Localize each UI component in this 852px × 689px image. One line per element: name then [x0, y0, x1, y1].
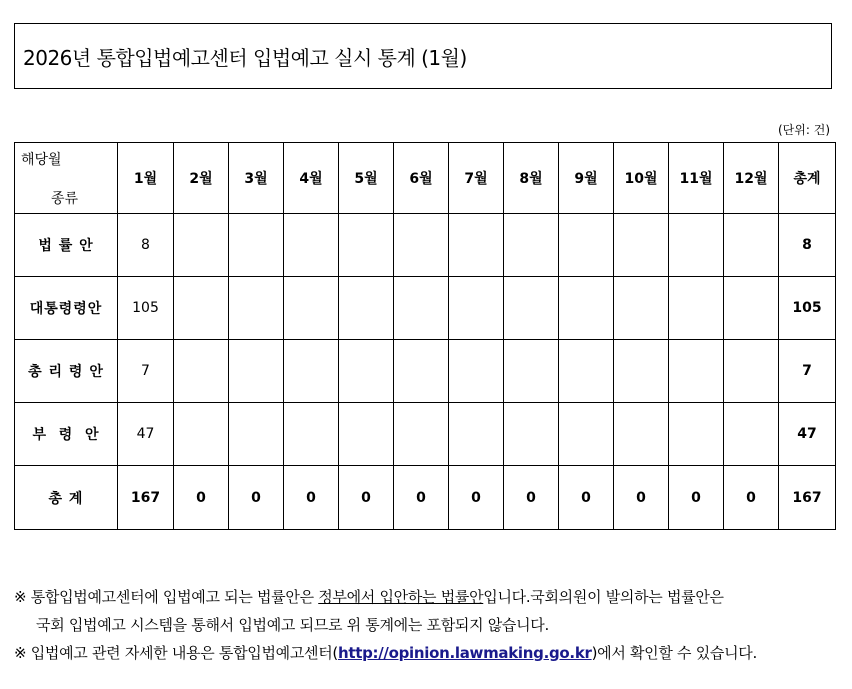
table-row-ministerial	[15, 403, 836, 466]
cell-empty	[229, 340, 284, 403]
cell-empty	[284, 277, 339, 340]
cell-empty	[724, 214, 779, 277]
statistics-table	[14, 142, 836, 530]
header-month-7: 7월	[449, 143, 504, 214]
cell-bills-jan: 8	[118, 214, 174, 277]
footnote-2-text-a: ※ 입법예고 관련 자세한 내용은 통합입법예고센터(	[14, 644, 338, 662]
cell-empty	[724, 340, 779, 403]
corner-month-label: 해당월	[21, 152, 62, 168]
header-month-8: 8월	[504, 143, 559, 214]
cell-empty	[284, 403, 339, 466]
unit-label: (단위: 건)	[778, 123, 830, 137]
cell-empty	[394, 214, 449, 277]
footnote-1	[14, 583, 844, 611]
cell-empty	[174, 214, 229, 277]
row-label-prime-minister: 총 리 령 안	[15, 340, 118, 403]
cell-empty	[504, 214, 559, 277]
table-row-total	[15, 466, 836, 530]
cell-ministerial-jan: 47	[118, 403, 174, 466]
table-header-row	[15, 143, 836, 214]
header-month-3: 3월	[229, 143, 284, 214]
page-title	[14, 23, 832, 89]
cell-empty	[394, 277, 449, 340]
cell-empty	[669, 214, 724, 277]
corner-header-cell	[15, 143, 118, 214]
cell-empty	[394, 340, 449, 403]
cell-empty	[449, 277, 504, 340]
row-label-ministerial: 부 령 안	[15, 403, 118, 466]
cell-empty	[724, 403, 779, 466]
header-month-10: 10월	[614, 143, 669, 214]
cell-empty	[174, 277, 229, 340]
lawmaking-link[interactable]: http://opinion.lawmaking.go.kr	[337, 644, 592, 662]
cell-empty	[229, 214, 284, 277]
cell-total-month-4: 0	[284, 466, 339, 530]
cell-empty	[669, 340, 724, 403]
header-month-6: 6월	[394, 143, 449, 214]
header-month-5: 5월	[339, 143, 394, 214]
cell-total-month-3: 0	[229, 466, 284, 530]
cell-prime-minister-total: 7	[779, 340, 836, 403]
cell-total-month-2: 0	[174, 466, 229, 530]
cell-empty	[174, 403, 229, 466]
footnote-1-text-b: 입니다.국회의원이 발의하는 법률안은	[483, 588, 724, 606]
cell-empty	[669, 403, 724, 466]
cell-prime-minister-jan: 7	[118, 340, 174, 403]
cell-empty	[174, 340, 229, 403]
cell-empty	[449, 214, 504, 277]
header-total: 총계	[779, 143, 836, 214]
header-month-9: 9월	[559, 143, 614, 214]
footnote-2	[14, 639, 844, 667]
page-title-text: 2026년 통합입법예고센터 입법예고 실시 통계 (1월)	[23, 45, 467, 70]
table-row-bills	[15, 214, 836, 277]
cell-empty	[449, 403, 504, 466]
cell-empty	[229, 403, 284, 466]
cell-total-month-7: 0	[449, 466, 504, 530]
cell-empty	[614, 340, 669, 403]
cell-empty	[724, 277, 779, 340]
cell-empty	[504, 403, 559, 466]
cell-empty	[504, 277, 559, 340]
cell-empty	[559, 214, 614, 277]
cell-total-month-12: 0	[724, 466, 779, 530]
header-month-11: 11월	[669, 143, 724, 214]
corner-type-label: 종류	[51, 191, 79, 207]
row-label-bills: 법 률 안	[15, 214, 118, 277]
cell-empty	[339, 403, 394, 466]
footnote-1-text-a: ※ 통합입법예고센터에 입법예고 되는 법률안은	[14, 588, 319, 606]
cell-empty	[284, 340, 339, 403]
cell-empty	[339, 277, 394, 340]
cell-total-month-8: 0	[504, 466, 559, 530]
header-month-4: 4월	[284, 143, 339, 214]
cell-empty	[339, 214, 394, 277]
header-month-12: 12월	[724, 143, 779, 214]
cell-presidential-total: 105	[779, 277, 836, 340]
cell-empty	[559, 403, 614, 466]
cell-empty	[669, 277, 724, 340]
cell-empty	[394, 403, 449, 466]
cell-empty	[229, 277, 284, 340]
cell-empty	[339, 340, 394, 403]
cell-empty	[614, 277, 669, 340]
cell-empty	[614, 214, 669, 277]
table-row-prime-minister	[15, 340, 836, 403]
cell-empty	[284, 214, 339, 277]
row-label-total: 총 계	[15, 466, 118, 530]
header-month-2: 2월	[174, 143, 229, 214]
cell-empty	[559, 277, 614, 340]
cell-empty	[559, 340, 614, 403]
cell-total-month-10: 0	[614, 466, 669, 530]
row-label-presidential: 대통령령안	[15, 277, 118, 340]
header-month-1: 1월	[118, 143, 174, 214]
cell-empty	[449, 340, 504, 403]
cell-total-month-1: 167	[118, 466, 174, 530]
footnotes	[14, 583, 844, 667]
cell-ministerial-total: 47	[779, 403, 836, 466]
cell-empty	[504, 340, 559, 403]
footnote-2-text-b: )에서 확인할 수 있습니다.	[591, 644, 757, 662]
table-row-presidential	[15, 277, 836, 340]
cell-total-month-5: 0	[339, 466, 394, 530]
cell-total-month-11: 0	[669, 466, 724, 530]
cell-empty	[614, 403, 669, 466]
cell-grand-total: 167	[779, 466, 836, 530]
footnote-1-underlined: 정부에서 입안하는 법률안	[318, 588, 484, 606]
cell-bills-total: 8	[779, 214, 836, 277]
cell-total-month-6: 0	[394, 466, 449, 530]
cell-total-month-9: 0	[559, 466, 614, 530]
footnote-1-continued: 국회 입법예고 시스템을 통해서 입법예고 되므로 위 통계에는 포함되지 않습니다.	[36, 616, 549, 634]
cell-presidential-jan: 105	[118, 277, 174, 340]
